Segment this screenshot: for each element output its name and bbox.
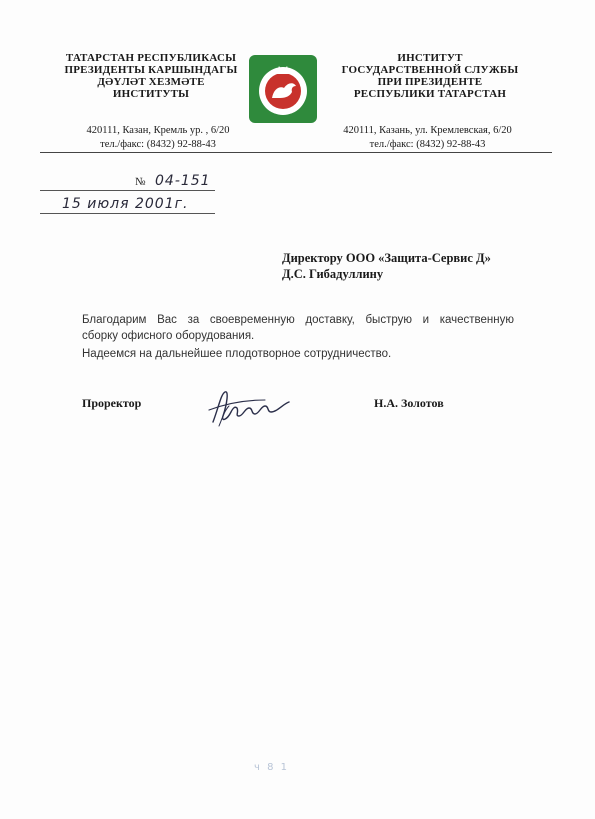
- letterhead-divider: [40, 152, 552, 153]
- body-paragraph: Надеемся на дальнейшее плодотворное сотрудничество.: [82, 348, 392, 360]
- body-line: Благодарим Вас за своевременную доставку, быструю и качественную: [82, 314, 514, 326]
- faint-registration-mark: ч 8 1: [254, 762, 289, 773]
- registration-number: 04-151: [155, 173, 211, 189]
- letterhead-left-line: ДӘҮЛӘТ ХЕЗМӘТЕ: [97, 76, 205, 88]
- tatarstan-emblem-icon: [246, 52, 320, 126]
- right-phone-text: тел./факс: (8432) 92-88-43: [369, 139, 486, 150]
- letterhead-right-line: ИНСТИТУТ: [397, 52, 463, 64]
- letterhead-left-title: [46, 52, 256, 100]
- letterhead-left-line: ТАТАРСТАН РЕСПУБЛИКАСЫ: [65, 52, 237, 64]
- signer-name: Н.А. Золотов: [374, 396, 444, 410]
- handwritten-signature: [205, 386, 295, 430]
- letterhead-right-line: ГОСУДАРСТВЕННОЙ СЛУЖБЫ: [341, 64, 519, 76]
- number-sign: №: [135, 176, 146, 188]
- letterhead-right-address: [320, 124, 535, 152]
- letterhead-right-line: ПРИ ПРЕЗИДЕНТЕ: [377, 76, 483, 88]
- registration-number-row: [40, 168, 215, 191]
- registration-date-row: [40, 191, 215, 214]
- addressee-line: Д.С. Гибадуллину: [282, 267, 384, 281]
- registration-block: [40, 168, 215, 214]
- right-address-text: 420111, Казань, ул. Кремлевская, 6/20: [343, 125, 512, 136]
- letterhead-right-line: РЕСПУБЛИКИ ТАТАРСТАН: [353, 88, 507, 100]
- body-line: сборку офисного оборудования.: [82, 330, 255, 342]
- left-address-text: 420111, Казан, Кремль ур. , 6/20: [86, 125, 230, 136]
- letterhead-left-line: ПРЕЗИДЕНТЫ КАРШЫНДАГЫ: [64, 64, 238, 76]
- letterhead-left-address: [58, 124, 258, 152]
- letterhead-left-line: ИНСТИТУТЫ: [112, 88, 190, 100]
- body-paragraph: [82, 312, 514, 344]
- addressee-block: [282, 250, 552, 282]
- addressee-line: Директору ООО «Защита-Сервис Д»: [282, 251, 491, 265]
- registration-date: 15 июля 2001г.: [62, 196, 189, 212]
- left-phone-text: тел./факс: (8432) 92-88-43: [100, 139, 216, 150]
- letterhead-right-title: [330, 52, 530, 100]
- letter-body: [82, 312, 514, 362]
- signer-position: Проректор: [82, 396, 142, 410]
